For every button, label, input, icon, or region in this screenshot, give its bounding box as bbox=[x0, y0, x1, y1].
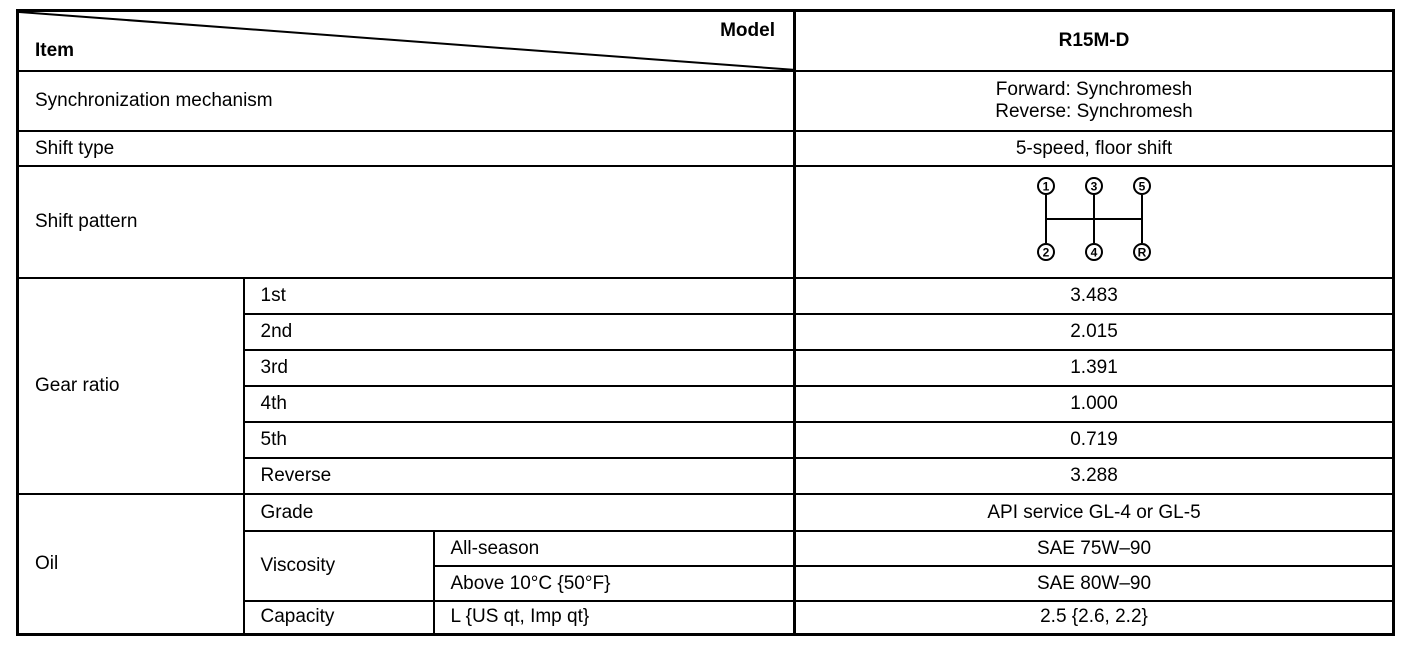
svg-text:5: 5 bbox=[1138, 179, 1146, 194]
shift-pattern-diagram bbox=[1029, 171, 1159, 267]
sync-label: Synchronization mechanism bbox=[18, 71, 795, 131]
gear-ratio-value: 1.000 bbox=[795, 386, 1394, 422]
gear-ratio-value: 2.015 bbox=[795, 314, 1394, 350]
shift-type-row bbox=[18, 131, 1394, 166]
model-name: R15M-D bbox=[795, 11, 1394, 72]
gear-ratio-value: 3.483 bbox=[795, 278, 1394, 314]
gear-position-4 bbox=[1086, 244, 1102, 260]
item-model-corner-cell bbox=[18, 11, 795, 72]
viscosity-condition: Above 10°C {50°F} bbox=[434, 566, 795, 601]
specifications-table bbox=[16, 9, 1395, 636]
viscosity-condition: All-season bbox=[434, 531, 795, 566]
item-heading: Item bbox=[35, 40, 75, 61]
svg-text:4: 4 bbox=[1090, 245, 1098, 260]
svg-text:1: 1 bbox=[1042, 179, 1050, 194]
oil-viscosity-label: Viscosity bbox=[244, 531, 434, 601]
shift-pattern-label: Shift pattern bbox=[18, 166, 795, 278]
gear-name: 2nd bbox=[244, 314, 795, 350]
oil-grade-value: API service GL-4 or GL-5 bbox=[795, 494, 1394, 531]
gear-position-1 bbox=[1038, 178, 1054, 194]
diagonal-divider bbox=[19, 12, 795, 70]
oil-grade-label: Grade bbox=[244, 494, 795, 531]
gear-name: 3rd bbox=[244, 350, 795, 386]
svg-text:2: 2 bbox=[1042, 245, 1050, 260]
viscosity-value: SAE 75W–90 bbox=[795, 531, 1394, 566]
gear-position-reverse bbox=[1134, 244, 1150, 260]
sync-reverse: Reverse: Synchromesh bbox=[995, 101, 1193, 122]
gear-ratio-value: 1.391 bbox=[795, 350, 1394, 386]
gear-name: 1st bbox=[244, 278, 795, 314]
gear-position-2 bbox=[1038, 244, 1054, 260]
oil-capacity-unit: L {US qt, Imp qt} bbox=[434, 601, 795, 634]
oil-capacity-value: 2.5 {2.6, 2.2} bbox=[795, 601, 1394, 634]
sync-value bbox=[795, 71, 1394, 131]
svg-text:R: R bbox=[1137, 245, 1147, 260]
viscosity-value: SAE 80W–90 bbox=[795, 566, 1394, 601]
gear-name: Reverse bbox=[244, 458, 795, 494]
gear-position-3 bbox=[1086, 178, 1102, 194]
model-heading: Model bbox=[720, 20, 775, 41]
gear-name: 5th bbox=[244, 422, 795, 458]
header-row bbox=[18, 11, 1394, 72]
svg-text:3: 3 bbox=[1090, 179, 1098, 194]
oil-label: Oil bbox=[18, 494, 244, 634]
shift-pattern-cell bbox=[795, 166, 1394, 278]
gear-ratio-row bbox=[18, 278, 1394, 314]
gear-ratio-value: 0.719 bbox=[795, 422, 1394, 458]
shift-type-value: 5-speed, floor shift bbox=[795, 131, 1394, 166]
oil-capacity-label: Capacity bbox=[244, 601, 434, 634]
shift-type-label: Shift type bbox=[18, 131, 795, 166]
shift-pattern-row bbox=[18, 166, 1394, 278]
gear-name: 4th bbox=[244, 386, 795, 422]
gear-ratio-label: Gear ratio bbox=[18, 278, 244, 494]
oil-grade-row bbox=[18, 494, 1394, 531]
sync-forward: Forward: Synchromesh bbox=[995, 79, 1193, 100]
gear-position-5 bbox=[1134, 178, 1150, 194]
gear-ratio-value: 3.288 bbox=[795, 458, 1394, 494]
sync-row bbox=[18, 71, 1394, 131]
